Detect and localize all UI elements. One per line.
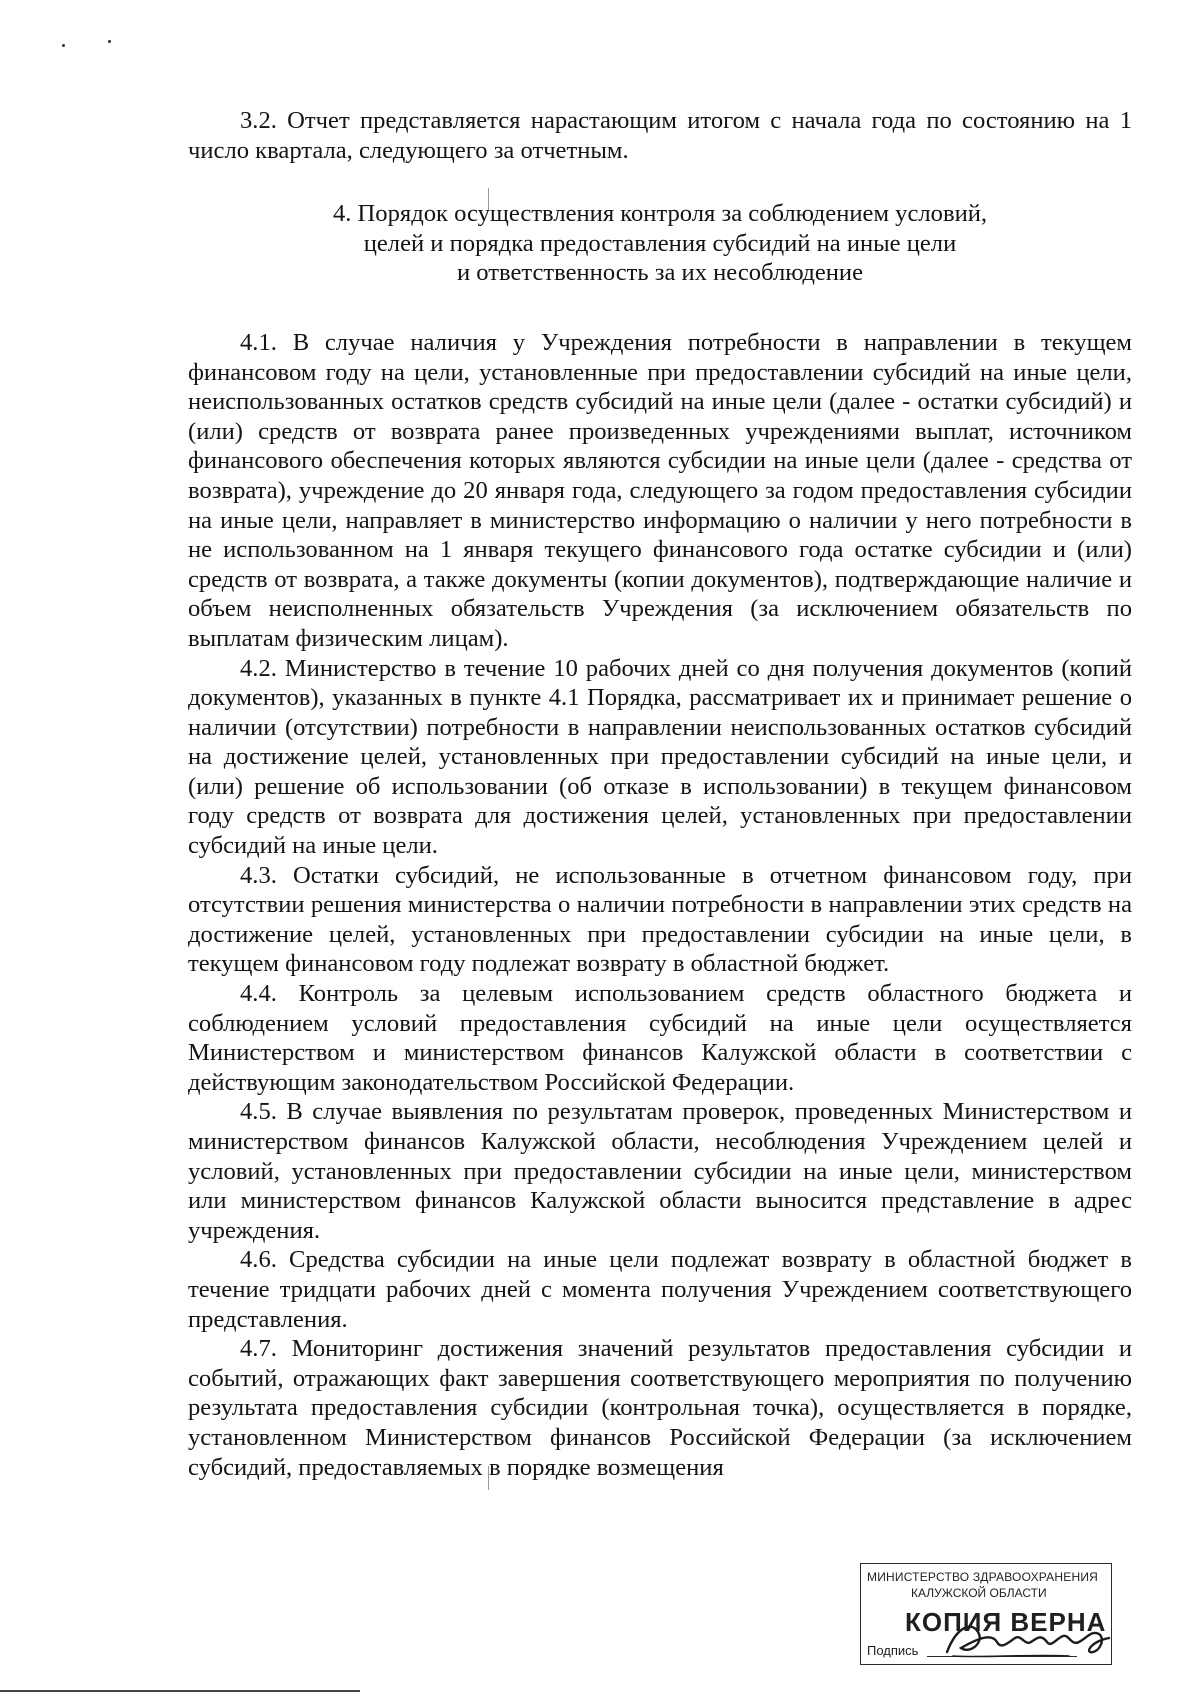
- paragraph-4-3: 4.3. Остатки субсидий, не использованные в отчетном финансовом году, при отсутствии решения министерства о наличии потребности в направлении этих средств на достижение целей, установленных при предоставлении субсидии на иные цели, в текущем финансовом году подлежат возврату в областной бюджет.: [188, 861, 1132, 978]
- document-body: [188, 106, 1132, 1482]
- paragraph-4-6: 4.6. Средства субсидии на иные цели подлежат возврату в областной бюджет в течение тридцати рабочих дней с момента получения Учреждением соответствующего представления.: [188, 1246, 1132, 1333]
- scan-speck: [62, 44, 65, 47]
- section-4-heading: [188, 199, 1132, 288]
- paragraph-4-4: 4.4. Контроль за целевым использованием средств областного бюджета и соблюдением условий предоставления субсидий на иные цели осуществляется Министерством и министерством финансов Калужской области в соответствии с действующим законодательством Российской Федерации.: [188, 980, 1132, 1096]
- stamp-ministry-name: МИНИСТЕРСТВО ЗДРАВООХРАНЕНИЯ: [867, 1570, 1099, 1584]
- handwritten-signature: [939, 1612, 1115, 1664]
- certification-stamp: [860, 1563, 1112, 1665]
- stamp-region-name: КАЛУЖСКОЙ ОБЛАСТИ: [911, 1586, 1047, 1600]
- heading-line-2: целей и порядка предоставления субсидий на иные цели: [363, 229, 957, 257]
- heading-line-1: 4. Порядок осуществления контроля за соблюдением условий,: [332, 200, 988, 228]
- paragraph-4-1: 4.1. В случае наличия у Учреждения потребности в направлении в текущем финансовом году на цели, установленные при предоставлении субсидий на иные цели, неиспользованных остатков средств субсидий на иные цели (далее - остатки субсидий) и (или) средств от возврата ранее произведенных учреждениями выплат, источником финансового обеспечения которых являются субсидии на иные цели (далее - средства от возврата), учреждение до 20 января года, следующего за годом предоставления субсидии на иные цели, направляет в министерство информацию о наличии у него потребности в не использованном на 1 января текущего финансового года остатке субсидии и (или) средств от возврата, а также документы (копии документов), подтверждающие наличие и объем неисполненных обязательств Учреждения (за исключением обязательств по выплатам физическим лицам).: [188, 328, 1132, 652]
- stamp-signature-label: Подпись: [867, 1643, 919, 1658]
- stamp-copy-certified: КОПИЯ ВЕРНА: [905, 1607, 1107, 1637]
- page-bottom-rule: [0, 1690, 360, 1692]
- scan-speck: [108, 40, 111, 43]
- paragraph-4-5: 4.5. В случае выявления по результатам проверок, проведенных Министерством и министерством финансов Калужской области, несоблюдения Учреждением целей и условий, установленных при предоставлении субсидии на иные цели, министерством или министерством финансов Калужской области выносится представление в адрес учреждения.: [188, 1098, 1132, 1244]
- paragraph-4-2: 4.2. Министерство в течение 10 рабочих дней со дня получения документов (копий документов), указанных в пункте 4.1 Порядка, рассматривает их и принимает решение о наличии (отсутствии) потребности в направлении неиспользованных остатков субсидий на достижение целей, установленных при предоставлении субсидий на иные цели, и (или) решение об использовании (об отказе в использовании) в текущем финансовом году средств от возврата для достижения целей, установленных при предоставлении субсидий на иные цели.: [188, 654, 1132, 860]
- paragraph-3-2: 3.2. Отчет представляется нарастающим итогом с начала года по состоянию на 1 число квартала, следующего за отчетным.: [188, 107, 1132, 164]
- paragraph-4-7: 4.7. Мониторинг достижения значений результатов предоставления субсидии и событий, отражающих факт завершения соответствующего мероприятия по получению результата предоставления субсидии (контрольная точка), осуществляется в порядке, установленном Министерством финансов Российской Федерации (за исключением субсидий, предоставляемых в порядке возмещения: [188, 1335, 1132, 1481]
- heading-line-3: и ответственность за их несоблюдение: [456, 259, 864, 287]
